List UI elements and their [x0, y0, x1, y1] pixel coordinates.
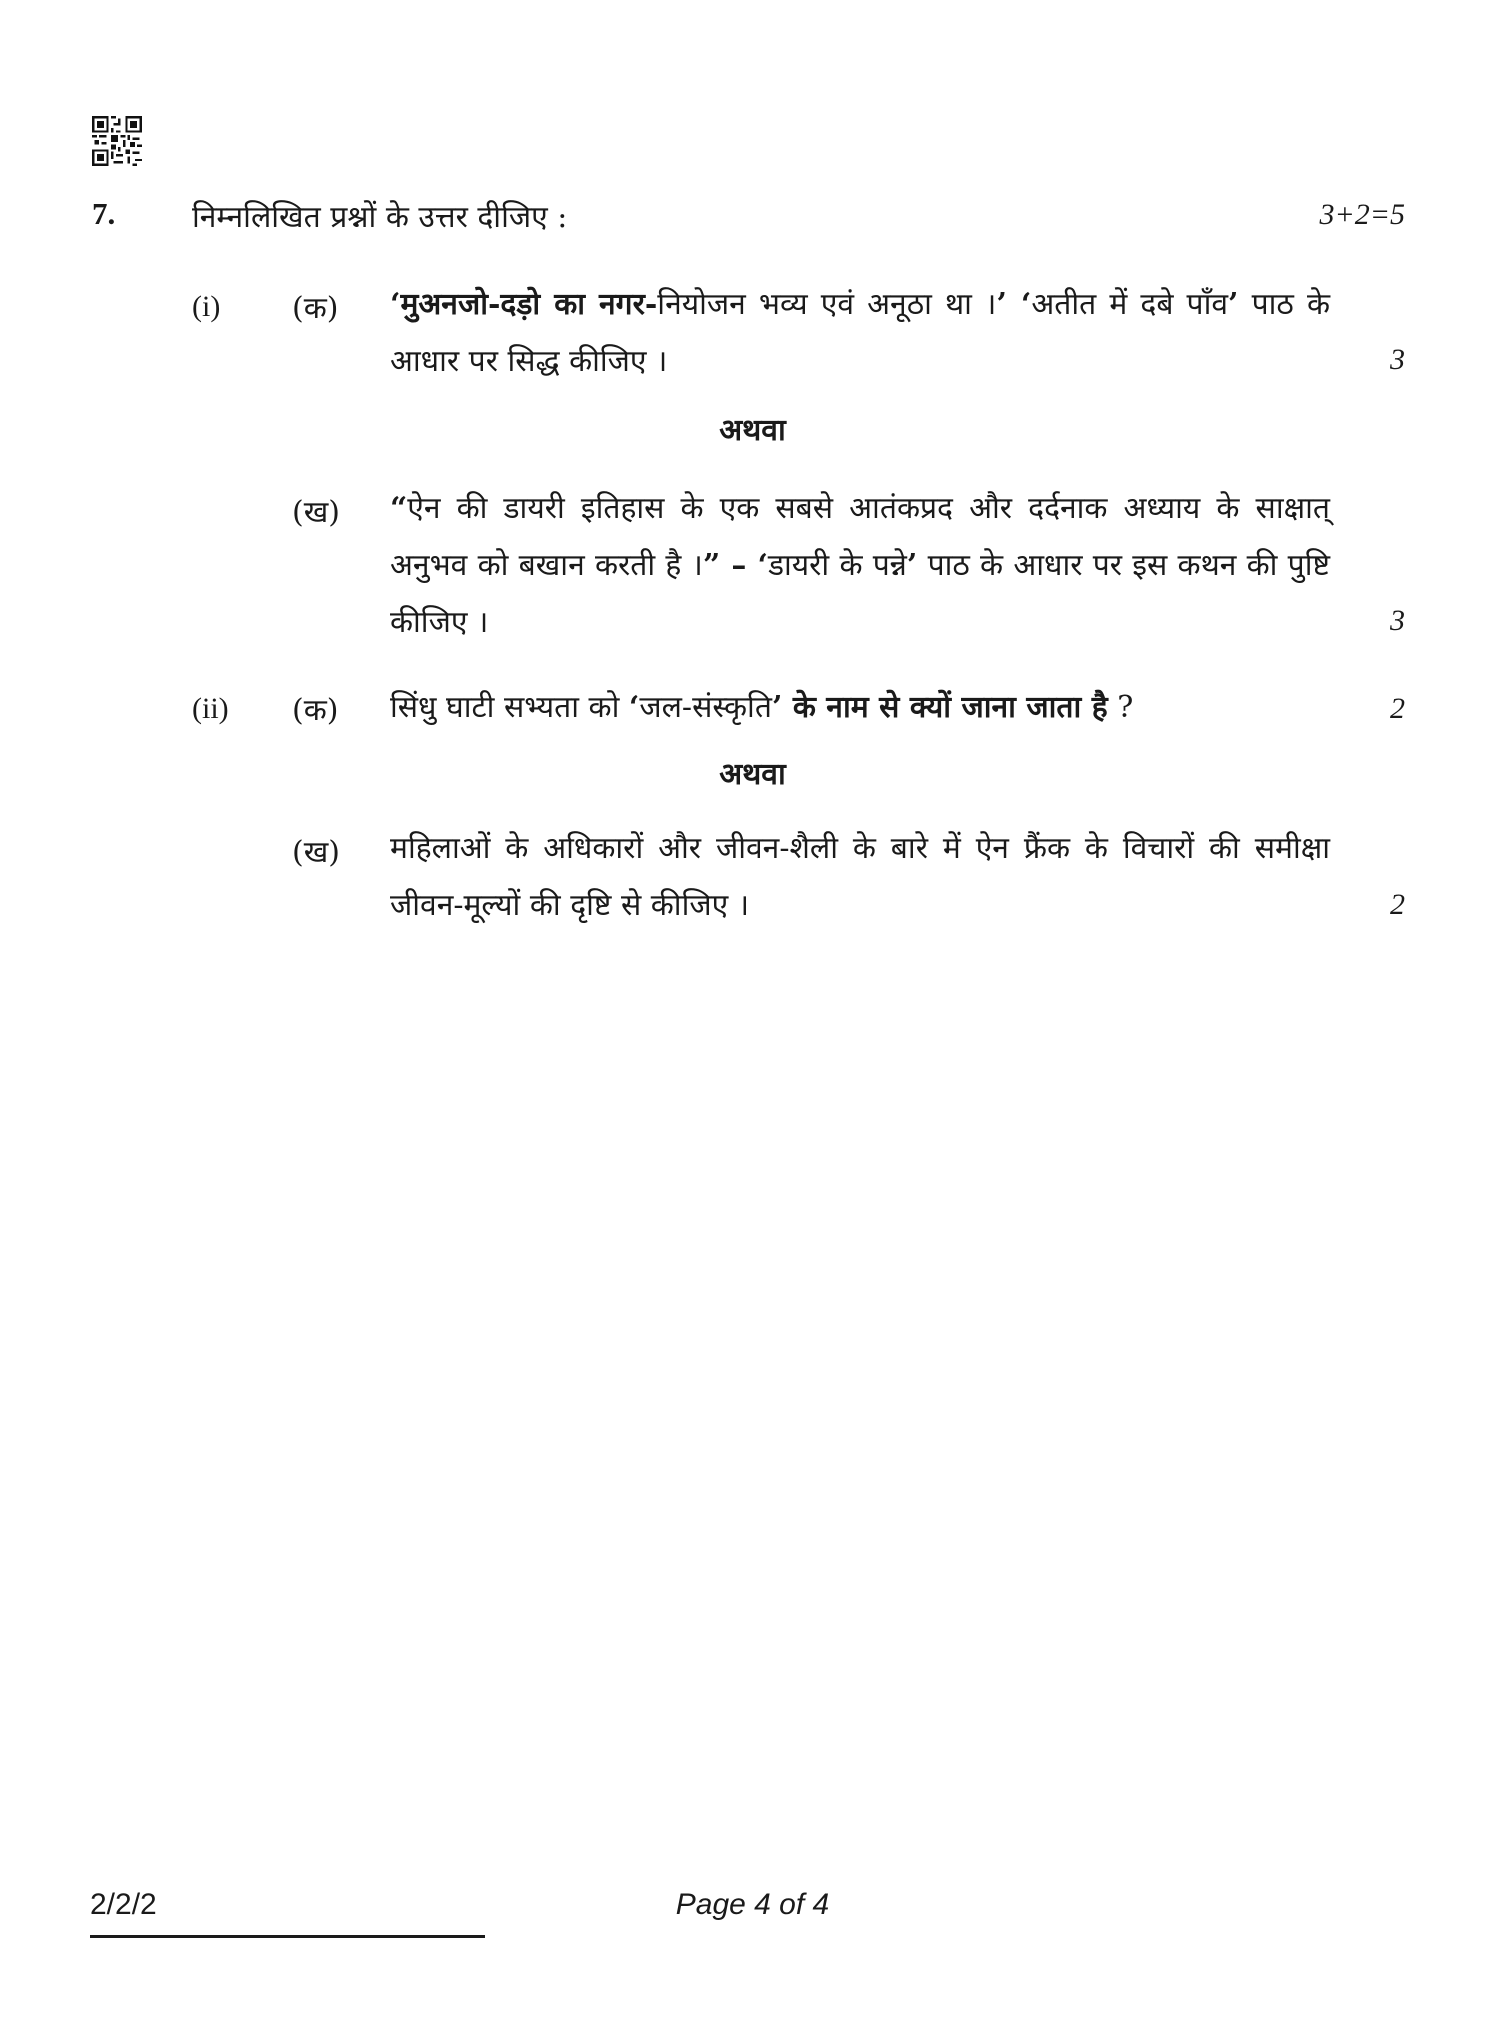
part-ii-ka-question — [390, 680, 1133, 736]
chapter-name: डायरी के पन्ने — [767, 548, 907, 583]
part-i-kha-marks: 3 — [1390, 604, 1405, 637]
or-separator: अथवा — [719, 413, 786, 448]
question-text-bold: ’ के नाम से क्यों जाना जाता है — [771, 690, 1108, 725]
footer-divider — [90, 1935, 485, 1938]
quote-open: ‘ — [628, 690, 640, 725]
part-ii-label: (ii) — [192, 692, 229, 725]
part-i-ka-marks: 3 — [1390, 343, 1405, 376]
part-i-ka-question — [390, 276, 1330, 390]
part-ii-ka-marks: 2 — [1390, 692, 1405, 725]
or-separator: अथवा — [719, 757, 786, 792]
term-name: जल-संस्कृति — [639, 690, 772, 725]
part-ii-ka-label: (क) — [292, 693, 339, 728]
question-text-end: पाठ के आधार पर सिद्ध कीजिए । — [390, 287, 1330, 379]
question-instruction: निम्नलिखित प्रश्नों के उत्तर दीजिए : — [192, 200, 568, 235]
question-total-marks: 3+2=5 — [1319, 198, 1405, 231]
quote-close: ’ — [906, 548, 918, 583]
part-i-label: (i) — [192, 290, 221, 323]
part-ii-kha-question: महिलाओं के अधिकारों और जीवन-शैली के बारे में ऐन फ्रैंक के विचारों की समीक्षा जीवन-मूल्यों की दृष्टि से कीजिए । — [390, 831, 1330, 923]
part-i-kha-label: (ख) — [292, 495, 340, 530]
paper-code: 2/2/2 — [90, 1888, 157, 1921]
quote-marks: ’ ‘ — [996, 287, 1032, 322]
part-i-kha-question — [390, 480, 1330, 651]
part-ii-kha-label: (ख) — [292, 835, 340, 870]
question-number: 7. — [92, 196, 116, 231]
question-mark: ? — [1107, 690, 1134, 725]
quote-open: ‘मुअनजो-दड़ो का नगर- — [390, 287, 658, 322]
page-number: Page 4 of 4 — [675, 1888, 830, 1921]
part-ii-kha-marks: 2 — [1390, 888, 1405, 921]
quote-marks: ” – ‘ — [702, 548, 768, 583]
part-i-ka-label: (क) — [292, 291, 339, 326]
question-text-end: पाठ के आधार पर इस कथन की पुष्टि कीजिए । — [390, 548, 1331, 640]
quote-close: ’ — [1228, 287, 1239, 322]
quote-open: “ — [390, 491, 408, 526]
question-text: ऐन की डायरी इतिहास के एक सबसे आतंकप्रद और दर्दनाक अध्याय के साक्षात् अनुभव को बखान करती है । — [390, 491, 1330, 583]
question-text: नियोजन भव्य एवं अनूठा था । — [657, 287, 997, 322]
question-text: सिंधु घाटी सभ्यता को — [390, 690, 629, 725]
chapter-name: अतीत में दबे पाँव — [1031, 287, 1229, 322]
qr-code-icon — [92, 116, 142, 166]
